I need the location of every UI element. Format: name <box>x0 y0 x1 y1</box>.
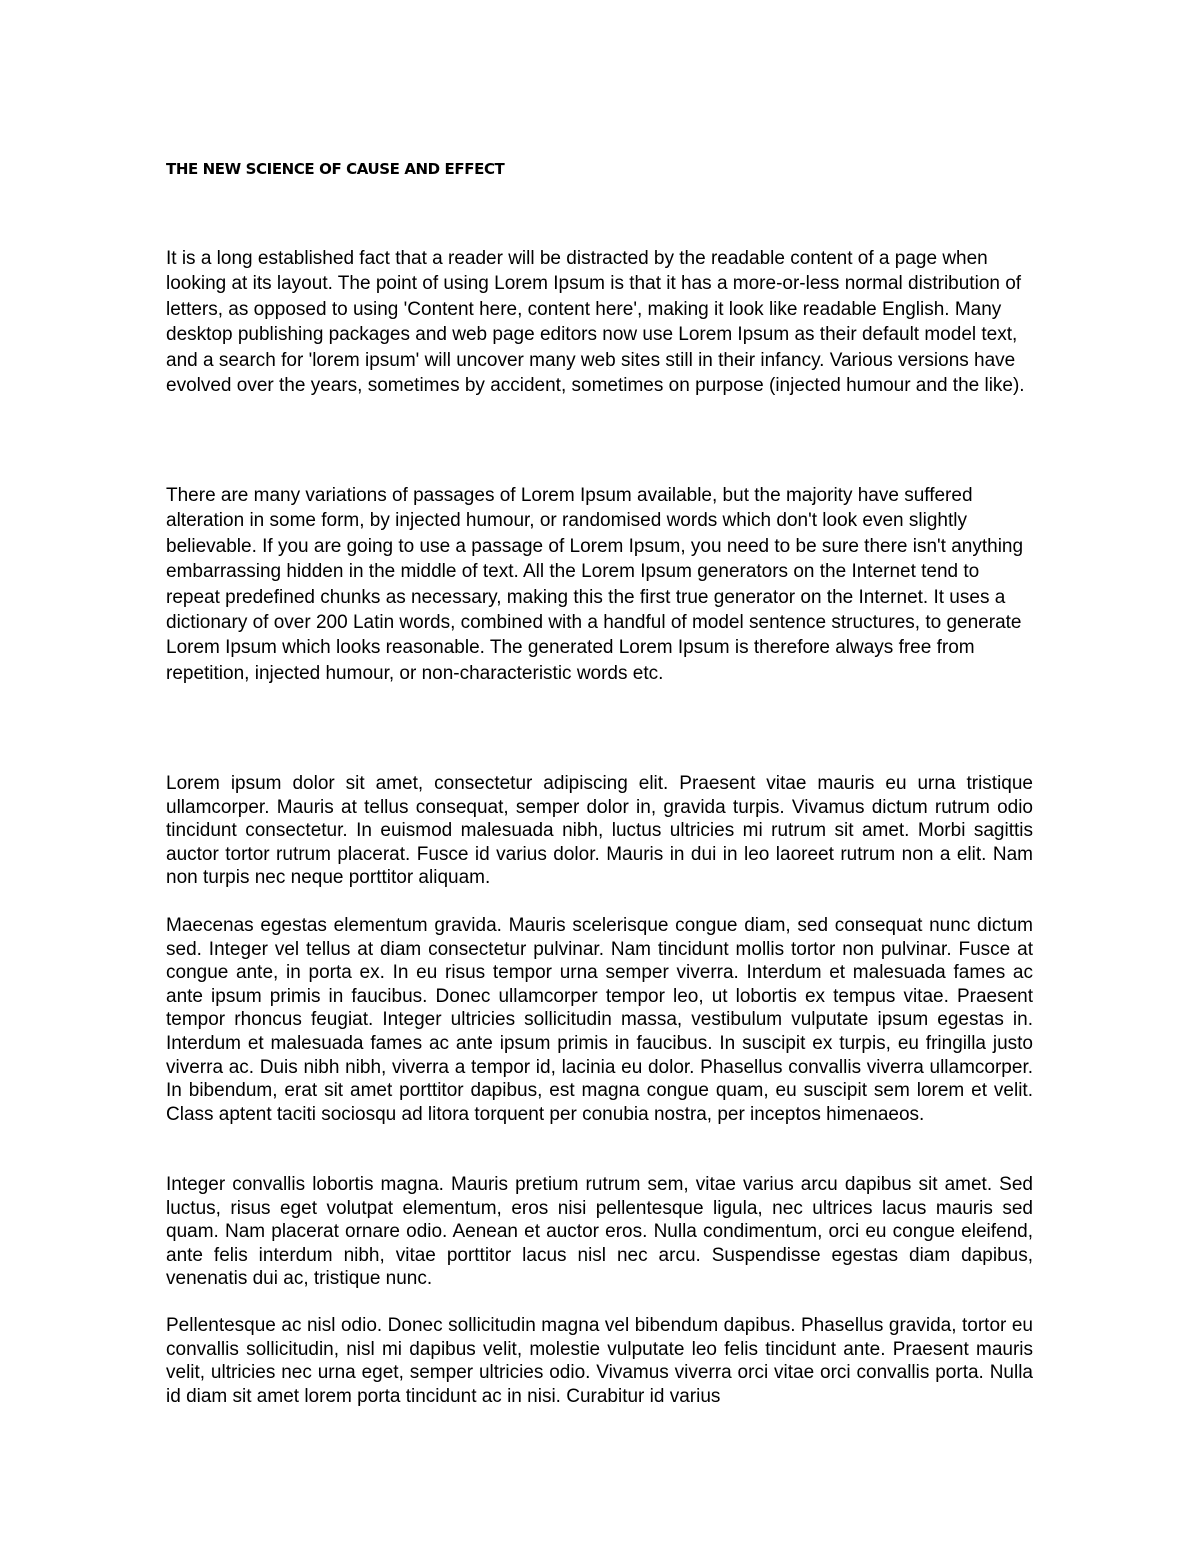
paragraph-6: Pellentesque ac nisl odio. Donec sollicitudin magna vel bibendum dapibus. Phasellus gravida, tortor eu convallis sollicitudin, nisl mi dapibus velit, molestie vulputate leo felis tincidunt ante. Praesent mauris velit, ultricies nec urna eget, semper ultricies odio. Vivamus viverra orci vitae orci convallis porta. Nulla id diam sit amet lorem porta tincidunt ac in nisi. Curabitur id varius <box>166 1315 1033 1407</box>
paragraph-3: Lorem ipsum dolor sit amet, consectetur adipiscing elit. Praesent vitae mauris eu urna tristique ullamcorper. Mauris at tellus consequat, semper dolor in, gravida turpis. Vivamus dictum rutrum odio tincidunt consectetur. In euismod malesuada nibh, luctus ultricies mi rutrum sit amet. Morbi sagittis auctor tortor rutrum placerat. Fusce id varius dolor. Mauris in dui in leo laoreet rutrum non a elit. Nam non turpis nec neque porttitor aliquam. <box>166 773 1033 889</box>
paragraph-2: There are many variations of passages of Lorem Ipsum available, but the majority have suffered alteration in some form, by injected humour, or randomised words which don't look even slightly believable. If you are going to use a passage of Lorem Ipsum, you need to be sure there isn't anything embarrassing hidden in the middle of text. All the Lorem Ipsum generators on the Internet tend to repeat predefined chunks as necessary, making this the first true generator on the Internet. It uses a dictionary of over 200 Latin words, combined with a handful of model sentence structures, to generate Lorem Ipsum which looks reasonable. The generated Lorem Ipsum is therefore always free from repetition, injected humour, or non-characteristic words etc. <box>166 485 1024 684</box>
document-title: THE NEW SCIENCE OF CAUSE AND EFFECT <box>166 160 505 178</box>
paragraph-4: Maecenas egestas elementum gravida. Mauris scelerisque congue diam, sed consequat nunc dictum sed. Integer vel tellus at diam consectetur pulvinar. Nam tincidunt mollis tortor non pulvinar. Fusce at congue ante, in porta ex. In eu risus tempor urna semper viverra. Interdum et malesuada fames ac ante ipsum primis in faucibus. Donec ullamcorper tempor leo, ut lobortis ex tempus vitae. Praesent tempor rhoncus feugiat. Integer ultricies sollicitudin massa, vestibulum vulputate ipsum egestas in. Interdum et malesuada fames ac ante ipsum primis in faucibus. In suscipit ex turpis, eu fringilla justo viverra ac. Duis nibh nibh, viverra a tempor id, lacinia eu dolor. Phasellus convallis viverra ullamcorper. In bibendum, erat sit amet porttitor dapibus, est magna congue quam, eu suscipit sem lorem et velit. Class aptent taciti sociosqu ad litora torquent per conubia nostra, per inceptos himenaeos. <box>166 915 1033 1125</box>
paragraph-5: Integer convallis lobortis magna. Mauris pretium rutrum sem, vitae varius arcu dapibus sit amet. Sed luctus, risus eget volutpat elementum, eros nisi pellentesque ligula, nec ultrices lacus mauris sed quam. Nam placerat ornare odio. Aenean et auctor eros. Nulla condimentum, orci eu congue eleifend, ante felis interdum nibh, vitae porttitor lacus nisl nec arcu. Suspendisse egestas diam dapibus, venenatis dui ac, tristique nunc. <box>166 1174 1033 1290</box>
paragraph-1: It is a long established fact that a reader will be distracted by the readable content of a page when looking at its layout. The point of using Lorem Ipsum is that it has a more-or-less normal distribution of letters, as opposed to using 'Content here, content here', making it look like readable English. Many desktop publishing packages and web page editors now use Lorem Ipsum as their default model text, and a search for 'lorem ipsum' will uncover many web sites still in their infancy. Various versions have evolved over the years, sometimes by accident, sometimes on purpose (injected humour and the like). <box>166 248 1025 397</box>
